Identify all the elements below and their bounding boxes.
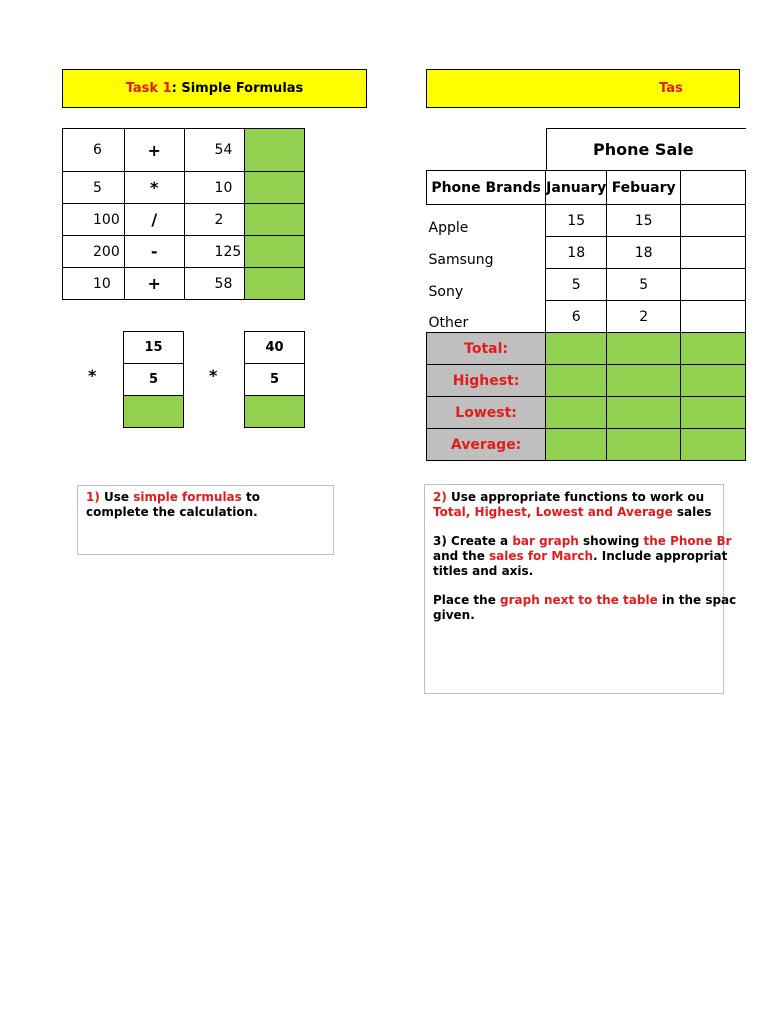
mini-top-value: 15	[124, 332, 184, 364]
phone-sales-title: Phone Sale	[546, 128, 746, 170]
table-row	[427, 237, 746, 269]
feb-value: 2	[607, 301, 681, 333]
operand-a: 5	[63, 172, 125, 204]
jan-value: 5	[546, 269, 607, 301]
answer-cell[interactable]	[681, 397, 746, 429]
formula-row	[63, 236, 305, 268]
instruction-2: 2) Use appropriate functions to work ou Total, Highest, Lowest and Average sales	[433, 490, 712, 519]
jan-value: 15	[546, 205, 607, 237]
table-row	[427, 205, 746, 237]
mini-calc-2	[244, 331, 305, 428]
brand-name: Sony	[427, 269, 546, 301]
answer-cell[interactable]	[607, 429, 681, 461]
answer-cell[interactable]	[244, 172, 305, 204]
instruction-number: 1)	[86, 490, 100, 504]
answer-cell[interactable]	[546, 365, 607, 397]
table-row	[427, 269, 746, 301]
jan-value: 18	[546, 237, 607, 269]
header-phone-brands: Phone Brands	[427, 171, 546, 205]
answer-cell[interactable]	[546, 429, 607, 461]
summary-row	[427, 365, 746, 397]
formula-row	[63, 204, 305, 236]
answer-cell[interactable]	[607, 365, 681, 397]
task1-banner	[62, 69, 367, 108]
operator: /	[124, 204, 184, 236]
answer-cell[interactable]	[245, 396, 305, 428]
operand-a: 100	[63, 204, 125, 236]
formula-row	[63, 172, 305, 204]
formula-row	[63, 129, 305, 172]
answer-cell[interactable]	[607, 397, 681, 429]
answer-cell[interactable]	[681, 365, 746, 397]
phone-sales-region	[420, 120, 694, 470]
summary-label: Total:	[427, 333, 546, 365]
mini-operator: *	[209, 366, 218, 385]
instruction-3: 3) Create a bar graph showing the Phone Br and the sales for March. Include appropriat titles and axis.	[433, 534, 732, 578]
mini-bottom-value: 5	[245, 364, 305, 396]
brand-name: Samsung	[427, 237, 546, 269]
operand-b: 10	[184, 172, 244, 204]
answer-cell[interactable]	[244, 129, 305, 172]
brand-name: Apple	[427, 205, 546, 237]
operand-b: 125	[184, 236, 244, 268]
answer-cell[interactable]	[546, 333, 607, 365]
formula-table	[62, 128, 305, 300]
answer-cell[interactable]	[244, 236, 305, 268]
instruction-place-graph: Place the graph next to the table in the spac given.	[433, 593, 737, 622]
operator: +	[124, 129, 184, 172]
operator: +	[124, 268, 184, 300]
summary-row	[427, 429, 746, 461]
operand-a: 10	[63, 268, 125, 300]
header-row	[427, 171, 746, 205]
feb-value: 5	[607, 269, 681, 301]
phone-sales-table	[426, 170, 746, 461]
task1-instruction-box: 1) Use simple formulas to complete the calculation.	[77, 485, 334, 555]
operator: -	[124, 236, 184, 268]
operand-a: 200	[63, 236, 125, 268]
answer-cell[interactable]	[681, 333, 746, 365]
summary-label: Average:	[427, 429, 546, 461]
mini-operator: *	[88, 366, 97, 385]
answer-cell[interactable]	[244, 268, 305, 300]
feb-value: 18	[607, 237, 681, 269]
operand-b: 58	[184, 268, 244, 300]
answer-cell[interactable]	[681, 429, 746, 461]
header-january: January	[546, 171, 607, 205]
brand-name: Other	[427, 301, 546, 333]
operand-b: 2	[184, 204, 244, 236]
operand-b: 54	[184, 129, 244, 172]
answer-cell[interactable]	[244, 204, 305, 236]
answer-cell[interactable]	[546, 397, 607, 429]
operand-a: 6	[63, 129, 125, 172]
table-row	[427, 301, 746, 333]
operator: *	[124, 172, 184, 204]
mini-top-value: 40	[245, 332, 305, 364]
summary-label: Highest:	[427, 365, 546, 397]
formula-row	[63, 268, 305, 300]
task2-banner-text: Tas	[659, 81, 683, 96]
summary-row	[427, 333, 746, 365]
answer-cell[interactable]	[607, 333, 681, 365]
jan-value: 6	[546, 301, 607, 333]
mini-bottom-value: 5	[124, 364, 184, 396]
task2-instruction-box	[424, 484, 737, 694]
mini-calc-1	[123, 331, 184, 428]
summary-label: Lowest:	[427, 397, 546, 429]
answer-cell[interactable]	[124, 396, 184, 428]
feb-value: 15	[607, 205, 681, 237]
summary-row	[427, 397, 746, 429]
task2-banner	[426, 69, 740, 108]
header-febuary: Febuary	[607, 171, 681, 205]
task1-banner-title: : Simple Formulas	[171, 81, 304, 96]
task1-banner-prefix: Task 1	[125, 81, 172, 96]
